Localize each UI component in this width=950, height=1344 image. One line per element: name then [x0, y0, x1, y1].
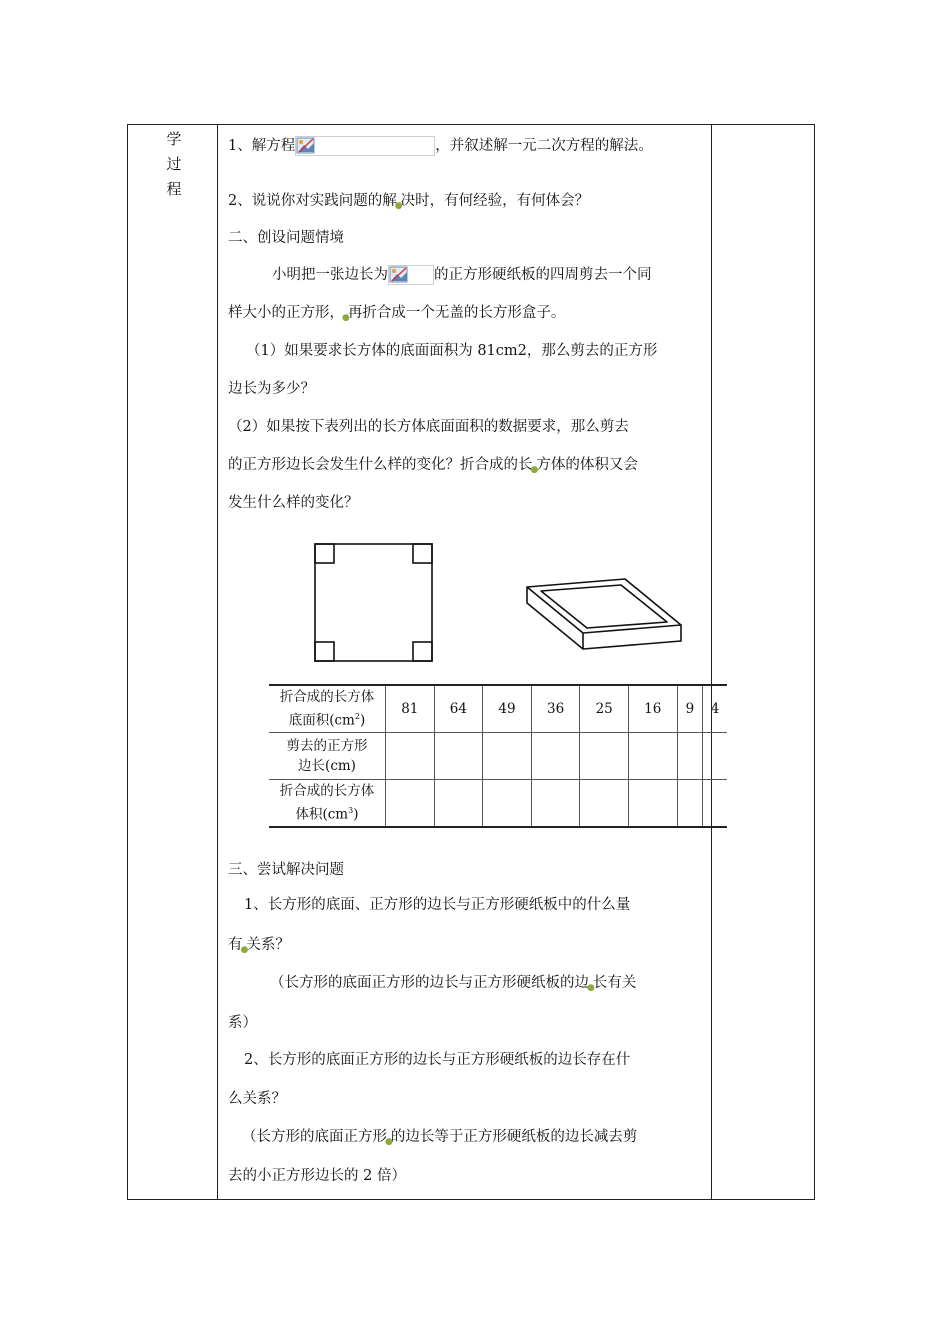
box-diagram — [314, 543, 684, 673]
problem-1-line-1: （1）如果要求长方体的底面面积为 81cm2，那么剪去的正方形 — [246, 343, 658, 359]
table-cell — [580, 780, 629, 828]
corner-cut — [315, 642, 334, 661]
lesson-table-frame — [127, 124, 815, 1200]
table-row — [269, 733, 727, 780]
cut-square-figure — [315, 544, 432, 661]
table-cell — [386, 733, 435, 780]
table-cell: 36 — [531, 685, 580, 733]
table-row — [269, 685, 727, 733]
section-3-title: 三、尝试解决问题 — [228, 862, 344, 878]
table-cell: 25 — [580, 685, 629, 733]
table-cell — [677, 733, 703, 780]
side-label-char: 过 — [166, 155, 182, 173]
table-cell — [677, 780, 703, 828]
equation-image-placeholder — [295, 136, 435, 156]
corner-cut — [315, 544, 334, 563]
table-row — [269, 780, 727, 828]
table-cell — [434, 733, 483, 780]
side-label-char: 程 — [166, 180, 182, 198]
problem-2-line-2: 的正方形边长会发生什么样的变化？折合成的长$_●$方体的体积又会 — [228, 457, 638, 475]
table-cell — [531, 733, 580, 780]
corner-cut — [413, 642, 432, 661]
row-header-base-area: 折合成的长方体 底面积$(cm^2)$ — [269, 685, 386, 733]
table-cell — [580, 733, 629, 780]
table-cell — [434, 780, 483, 828]
table-cell — [703, 733, 727, 780]
s3-answer-1-line-1: （长方形的底面正方形的边长与正方形硬纸板的边$_●$长有关 — [270, 975, 637, 993]
corner-cut — [413, 544, 432, 563]
table-cell: 49 — [483, 685, 532, 733]
scenario-line-1: 小明把一张边长为 的正方形硬纸板的四周剪去一个同 — [272, 267, 652, 283]
broken-image-icon — [389, 266, 409, 284]
marker-dot: ● — [385, 1137, 393, 1147]
marker-dot: ● — [342, 313, 350, 323]
s3-question-2-line-2: 么关系？ — [228, 1091, 286, 1107]
column-divider-left — [217, 125, 218, 1199]
section-2-title: 二、创设问题情境 — [228, 230, 344, 246]
s3-answer-2-line-1: （长方形的底面正方形$_●$的边长等于正方形硬纸板的边长减去剪 — [242, 1129, 638, 1147]
table-cell — [703, 780, 727, 828]
side-label — [162, 127, 186, 202]
problem-2-line-3: 发生什么样的变化？ — [228, 495, 359, 511]
problem-1-line-2: 边长为多少？ — [228, 381, 315, 397]
row-header-volume: 折合成的长方体 体积$(cm^3)$ — [269, 780, 386, 828]
column-divider-right — [711, 125, 712, 1199]
s3-question-1-line-2: 有$_●$关系？ — [228, 937, 290, 955]
marker-dot: ● — [587, 983, 595, 993]
broken-image-icon — [296, 137, 316, 155]
table-cell — [386, 780, 435, 828]
data-table — [269, 684, 727, 828]
table-cell: 9 — [677, 685, 703, 733]
marker-dot: ● — [530, 465, 539, 475]
table-cell: 81 — [386, 685, 435, 733]
question-2: 2、说说你对实践问题的解$_●$决时，有何经验，有何体会？ — [228, 193, 590, 211]
table-cell — [628, 733, 677, 780]
s3-question-2-line-1: 2、长方形的底面正方形的边长与正方形硬纸板的边长存在什 — [244, 1052, 631, 1068]
table-cell — [531, 780, 580, 828]
question-1: 1、解方程 ，并叙述解一元二次方程的解法。 — [228, 138, 653, 154]
table-cell: 16 — [628, 685, 677, 733]
open-box-figure — [527, 579, 681, 649]
table-cell: 4 — [710, 701, 720, 717]
side-label-char: 学 — [166, 130, 182, 148]
scenario-line-2: 样大小的正方形，$_●$再折合成一个无盖的长方形盒子。 — [228, 305, 566, 323]
table-cell — [483, 733, 532, 780]
table-cell: 64 — [434, 685, 483, 733]
problem-2-line-1: （2）如果按下表列出的长方体底面面积的数据要求，那么剪去 — [228, 419, 629, 435]
s3-answer-2-line-2: 去的小正方形边长的 2 倍） — [228, 1168, 406, 1184]
s3-answer-1-line-2: 系） — [228, 1015, 257, 1031]
s3-question-1-line-1: 1、长方形的底面、正方形的边长与正方形硬纸板中的什么量 — [244, 897, 631, 913]
marker-dot: ● — [240, 945, 249, 955]
row-header-cut-length: 剪去的正方形 边长(cm) — [269, 733, 386, 780]
table-cell — [483, 780, 532, 828]
cardboard-square — [315, 544, 432, 661]
table-cell — [628, 780, 677, 828]
marker-dot: ● — [394, 201, 403, 211]
side-length-image-placeholder — [388, 265, 434, 285]
